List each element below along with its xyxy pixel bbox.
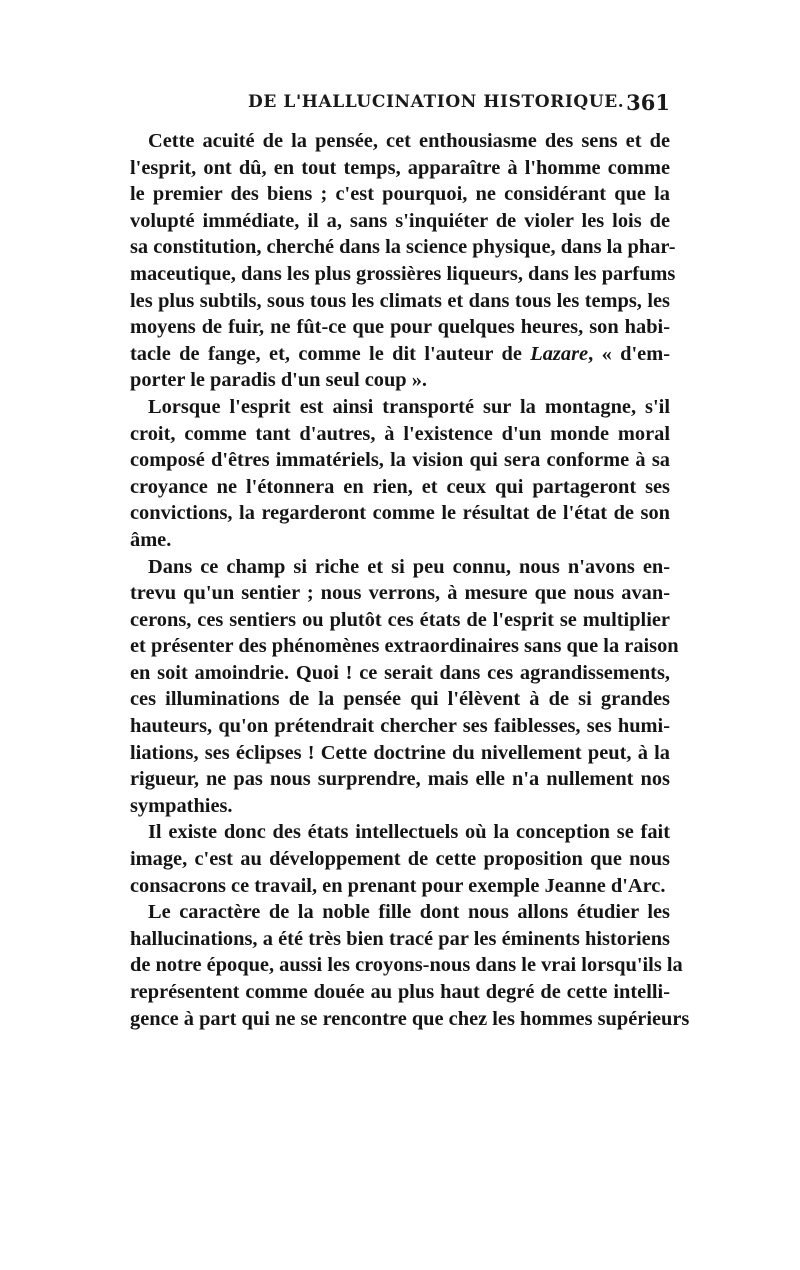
- text-line: Cette acuité de la pensée, cet enthousiasme des sens et de: [148, 130, 670, 152]
- text-line: l'esprit, ont dû, en tout temps, apparaître à l'homme comme: [130, 156, 670, 179]
- text-line: porter le paradis d'un seul coup ».: [130, 369, 428, 392]
- text-line: trevu qu'un sentier ; nous verrons, à mesure que nous avan-: [130, 582, 670, 605]
- paragraph-5: [130, 899, 690, 1032]
- paragraph-2: [130, 394, 670, 554]
- text-line: rigueur, ne pas nous surprendre, mais elle n'a nullement nos: [130, 768, 670, 791]
- paragraph-3: [130, 554, 679, 820]
- text-line: hallucinations, a été très bien tracé par les éminents historiens: [130, 927, 670, 950]
- text-line: Dans ce champ si riche et si peu connu, nous n'avons en-: [148, 555, 670, 578]
- text-line: sa constitution, cherché dans la science physique, dans la phar-: [130, 236, 676, 259]
- text-line: [130, 341, 670, 368]
- text-line: composé d'êtres immatériels, la vision qui sera conforme à sa: [130, 449, 670, 472]
- text-segment: , « d'em-: [588, 342, 670, 365]
- text-line: Il existe donc des états intellectuels où la conception se fait: [148, 821, 670, 844]
- text-line: consacrons ce travail, en prenant pour exemple Jeanne d'Arc.: [130, 874, 666, 897]
- paragraph-4: [130, 819, 670, 899]
- text-line: le premier des biens ; c'est pourquoi, ne considérant que la: [130, 183, 670, 206]
- paragraph-1: [130, 128, 676, 394]
- text-line: représentent comme douée au plus haut degré de cette intelli-: [130, 981, 670, 1003]
- text-line: âme.: [130, 528, 172, 551]
- italic-title: Lazare: [530, 342, 589, 365]
- text-line: et présenter des phénomènes extraordinaires sans que la raison: [130, 635, 679, 658]
- text-line: ces illuminations de la pensée qui l'élèvent à de si grandes: [130, 688, 670, 711]
- page-number: 361: [626, 90, 670, 115]
- text-line: maceutique, dans les plus grossières liqueurs, dans les parfums: [130, 262, 676, 285]
- text-line: image, c'est au développement de cette proposition que nous: [130, 848, 670, 871]
- text-line: croyance ne l'étonnera en rien, et ceux qui partageront ses: [130, 475, 670, 498]
- text-line: moyens de fuir, ne fût-ce que pour quelques heures, son habi-: [130, 316, 670, 339]
- body-text: [130, 128, 690, 1032]
- text-segment: tacle de fange, et, comme le dit l'auteur de: [130, 342, 531, 365]
- text-line: gence à part qui ne se rencontre que chez les hommes supérieurs: [130, 1007, 690, 1030]
- text-line: convictions, la regarderont comme le résultat de l'état de son: [130, 502, 670, 525]
- text-line: liations, ses éclipses ! Cette doctrine du nivellement peut, à la: [130, 741, 670, 764]
- text-line: volupté immédiate, il a, sans s'inquiéter de violer les lois de: [130, 209, 670, 232]
- page-header: [130, 92, 670, 122]
- text-line: en soit amoindrie. Quoi ! ce serait dans ces agrandissements,: [130, 661, 670, 684]
- text-line: de notre époque, aussi les croyons-nous dans le vrai lorsqu'ils la: [130, 954, 683, 977]
- text-line: les plus subtils, sous tous les climats et dans tous les temps, les: [130, 289, 670, 312]
- text-line: Le caractère de la noble fille dont nous allons étudier les: [148, 901, 670, 924]
- text-line: sympathies.: [130, 794, 233, 817]
- text-line: croit, comme tant d'autres, à l'existence d'un monde moral: [130, 422, 670, 445]
- text-line: cerons, ces sentiers ou plutôt ces états de l'esprit se multiplier: [130, 608, 670, 631]
- text-line: hauteurs, qu'on prétendrait chercher ses faiblesses, ses humi-: [130, 715, 670, 738]
- running-title: DE L'HALLUCINATION HISTORIQUE.: [248, 92, 625, 112]
- text-line: Lorsque l'esprit est ainsi transporté sur la montagne, s'il: [148, 395, 670, 418]
